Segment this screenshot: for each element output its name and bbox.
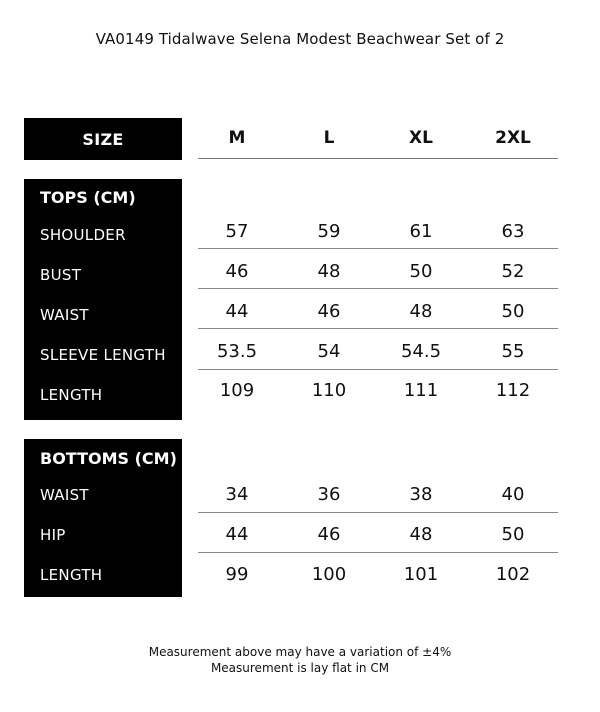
- bottoms-heading: BOTTOMS (CM): [40, 449, 177, 468]
- bottoms-cell: 38: [409, 484, 433, 505]
- tops-row-label: SHOULDER: [40, 226, 126, 244]
- tops-row-label: WAIST: [40, 306, 89, 324]
- bottoms-cell: 46: [317, 524, 341, 545]
- tops-cell: 44: [225, 301, 249, 322]
- bottoms-row-label: WAIST: [40, 486, 89, 504]
- tops-cell: 61: [409, 221, 433, 242]
- tops-cell: 57: [225, 221, 249, 242]
- header-divider: [198, 158, 558, 159]
- row-divider: [198, 512, 558, 513]
- tops-row-label: SLEEVE LENGTH: [40, 346, 166, 364]
- tops-cell: 112: [495, 380, 531, 401]
- size-2xl-header: 2XL: [495, 128, 531, 148]
- tops-cell: 52: [501, 261, 525, 282]
- bottoms-cell: 101: [403, 564, 439, 585]
- bottoms-row-label: HIP: [40, 526, 66, 544]
- bottoms-cell: 102: [495, 564, 531, 585]
- bottoms-panel: [24, 439, 182, 597]
- tops-cell: 46: [225, 261, 249, 282]
- row-divider: [198, 328, 558, 329]
- page-title: VA0149 Tidalwave Selena Modest Beachwear Set of 2: [95, 30, 505, 48]
- tops-cell: 53.5: [216, 341, 258, 362]
- size-m-header: M: [228, 128, 246, 148]
- size-header: SIZE: [24, 118, 182, 160]
- tops-cell: 55: [501, 341, 525, 362]
- bottoms-cell: 50: [501, 524, 525, 545]
- row-divider: [198, 248, 558, 249]
- tops-row-label: BUST: [40, 266, 82, 284]
- size-l-header: L: [323, 128, 335, 148]
- size-xl-header: XL: [409, 128, 433, 148]
- tops-cell: 48: [317, 261, 341, 282]
- bottoms-cell: 99: [225, 564, 249, 585]
- tops-row-label: LENGTH: [40, 386, 103, 404]
- row-divider: [198, 369, 558, 370]
- tops-cell: 63: [501, 221, 525, 242]
- tops-panel: [24, 179, 182, 420]
- variation-note: Measurement above may have a variation of ±4%: [148, 645, 452, 659]
- bottoms-row-label: LENGTH: [40, 566, 103, 584]
- tops-cell: 48: [409, 301, 433, 322]
- tops-cell: 59: [317, 221, 341, 242]
- row-divider: [198, 288, 558, 289]
- tops-cell: 54: [317, 341, 341, 362]
- tops-cell: 109: [219, 380, 255, 401]
- lay-flat-note: Measurement is lay flat in CM: [210, 661, 390, 675]
- bottoms-cell: 44: [225, 524, 249, 545]
- bottoms-cell: 48: [409, 524, 433, 545]
- tops-cell: 111: [403, 380, 439, 401]
- bottoms-cell: 36: [317, 484, 341, 505]
- tops-cell: 50: [501, 301, 525, 322]
- bottoms-cell: 100: [311, 564, 347, 585]
- tops-cell: 110: [311, 380, 347, 401]
- tops-heading: TOPS (CM): [40, 188, 136, 207]
- bottoms-cell: 34: [225, 484, 249, 505]
- bottoms-cell: 40: [501, 484, 525, 505]
- tops-cell: 54.5: [400, 341, 442, 362]
- tops-cell: 46: [317, 301, 341, 322]
- tops-cell: 50: [409, 261, 433, 282]
- row-divider: [198, 552, 558, 553]
